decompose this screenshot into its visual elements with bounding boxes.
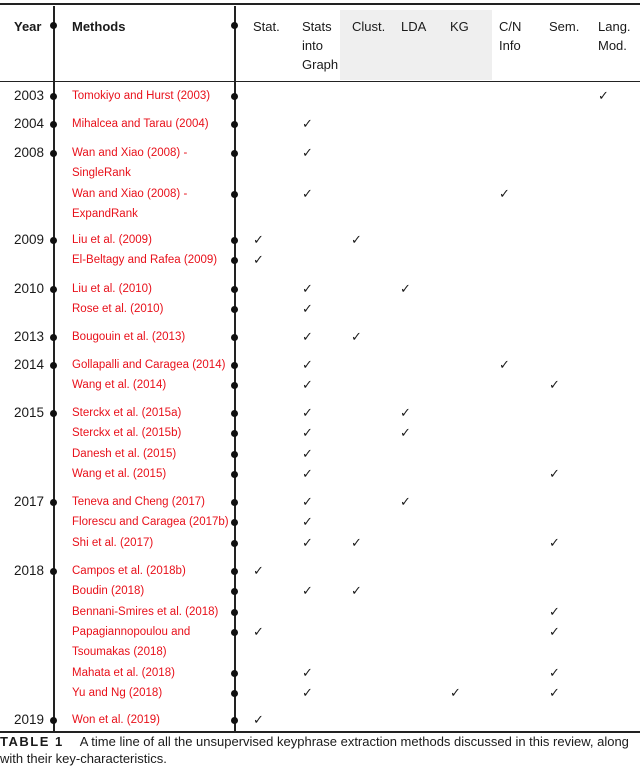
check-mark-icon: ✓: [499, 357, 510, 372]
year-dot: [50, 237, 57, 244]
method-link[interactable]: Boudin (2018): [72, 585, 145, 598]
method-dot: [231, 191, 238, 198]
method-link[interactable]: Mahata et al. (2018): [72, 667, 175, 679]
check-mark-icon: ✓: [351, 232, 362, 247]
year-label: 2019: [14, 712, 45, 727]
method-link[interactable]: El-Beltagy and Rafea (2009): [72, 254, 218, 267]
method-link[interactable]: Campos et al. (2018b): [72, 565, 186, 577]
method-link[interactable]: Rose et al. (2010): [72, 303, 164, 316]
year-label: 2018: [14, 563, 45, 578]
method-dot: [231, 306, 238, 313]
method-link[interactable]: Won et al. (2019): [72, 714, 161, 726]
column-header-c-n-info: C/N Info: [499, 19, 522, 53]
method-dot: [231, 410, 238, 417]
year-dot: [50, 150, 57, 157]
check-mark-icon: ✓: [400, 281, 411, 296]
year-dot: [50, 286, 57, 293]
check-mark-icon: ✓: [302, 685, 313, 701]
method-link[interactable]: Gollapalli and Caragea (2014): [72, 359, 226, 371]
methods-column-header: Methods: [72, 19, 126, 34]
check-mark-icon: ✓: [302, 583, 313, 599]
method-link[interactable]: Liu et al. (2010): [72, 283, 152, 295]
table-caption: [0, 733, 640, 767]
year-label: 2017: [14, 494, 45, 509]
header-year-dot: [50, 22, 57, 29]
year-dot: [50, 717, 57, 724]
method-link[interactable]: Shi et al. (2017): [72, 536, 154, 549]
method-link[interactable]: Bennani-Smires et al. (2018): [72, 605, 219, 618]
check-mark-icon: ✓: [253, 624, 264, 640]
header-method-dot: [231, 22, 238, 29]
method-link[interactable]: Mihalcea and Tarau (2004): [72, 118, 209, 130]
check-mark-icon: ✓: [549, 603, 560, 619]
method-dot: [231, 93, 238, 100]
column-header-clust: Clust.: [352, 19, 386, 34]
method-link[interactable]: Tomokiyo and Hurst (2003): [72, 90, 211, 102]
check-mark-icon: ✓: [598, 88, 609, 103]
method-link[interactable]: Teneva and Cheng (2017): [72, 496, 205, 508]
method-dot: [231, 588, 238, 595]
year-label: 2004: [14, 116, 45, 131]
caption-text: A time line of all the unsupervised keyphrase extraction methods discussed in this review, along with their key-characteristics.: [0, 734, 629, 766]
column-header-kg: KG: [450, 19, 469, 34]
check-mark-icon: ✓: [351, 583, 362, 599]
method-link[interactable]: Florescu and Caragea (2017b): [72, 516, 229, 529]
year-dot: [50, 93, 57, 100]
method-link[interactable]: Bougouin et al. (2013): [72, 331, 186, 343]
check-mark-icon: ✓: [302, 514, 313, 530]
year-dot: [50, 499, 57, 506]
method-dot: [231, 540, 238, 547]
method-dot: [231, 362, 238, 369]
check-mark-icon: ✓: [351, 534, 362, 550]
check-mark-icon: ✓: [302, 329, 313, 344]
check-mark-icon: ✓: [253, 712, 264, 727]
method-link[interactable]: Sterckx et al. (2015a): [72, 407, 182, 419]
caption-label: TABLE 1: [0, 734, 64, 749]
year-label: 2010: [14, 281, 45, 296]
check-mark-icon: ✓: [253, 232, 264, 247]
method-dot: [231, 519, 238, 526]
year-label: 2008: [14, 145, 45, 160]
check-mark-icon: ✓: [253, 563, 264, 578]
check-mark-icon: ✓: [302, 145, 313, 160]
method-dot: [231, 499, 238, 506]
column-header-stat: Stat.: [253, 19, 280, 34]
check-mark-icon: ✓: [549, 466, 560, 482]
header-bottom-rule: [0, 81, 640, 82]
check-mark-icon: ✓: [302, 445, 313, 461]
check-mark-icon: ✓: [400, 425, 411, 441]
year-label: 2009: [14, 232, 45, 247]
method-dot: [231, 121, 238, 128]
check-mark-icon: ✓: [302, 494, 313, 509]
check-mark-icon: ✓: [302, 466, 313, 482]
check-mark-icon: ✓: [302, 357, 313, 372]
check-mark-icon: ✓: [302, 301, 313, 317]
method-link[interactable]: Liu et al. (2009): [72, 234, 152, 246]
check-mark-icon: ✓: [400, 405, 411, 420]
check-mark-icon: ✓: [549, 665, 560, 680]
year-label: 2003: [14, 88, 45, 103]
method-dot: [231, 257, 238, 264]
method-dot: [231, 609, 238, 616]
method-link[interactable]: Sterckx et al. (2015b): [72, 427, 182, 440]
check-mark-icon: ✓: [302, 377, 313, 393]
method-link[interactable]: Wang et al. (2015): [72, 468, 167, 481]
year-column-header: Year: [14, 19, 42, 34]
check-mark-icon: ✓: [253, 252, 264, 268]
method-dot: [231, 430, 238, 437]
method-link[interactable]: Papagiannopoulou and Tsoumakas (2018): [72, 626, 191, 659]
method-link[interactable]: Wan and Xiao (2008) - SingleRank: [72, 147, 188, 179]
method-link[interactable]: Wang et al. (2014): [72, 379, 167, 392]
check-mark-icon: ✓: [549, 685, 560, 701]
year-dot: [50, 121, 57, 128]
check-mark-icon: ✓: [499, 185, 510, 201]
method-dot: [231, 717, 238, 724]
method-dot: [231, 568, 238, 575]
method-link[interactable]: Yu and Ng (2018): [72, 687, 163, 700]
year-dot: [50, 410, 57, 417]
year-label: 2014: [14, 357, 45, 372]
method-dot: [231, 382, 238, 389]
check-mark-icon: ✓: [302, 425, 313, 441]
check-mark-icon: ✓: [450, 685, 461, 701]
year-label: 2013: [14, 329, 45, 344]
method-dot: [231, 451, 238, 458]
method-dot: [231, 629, 238, 636]
table-top-rule: [0, 3, 640, 5]
method-dot: [231, 471, 238, 478]
column-header-lang-mod: Lang. Mod.: [598, 19, 631, 53]
check-mark-icon: ✓: [549, 534, 560, 550]
check-mark-icon: ✓: [549, 377, 560, 393]
method-link[interactable]: Danesh et al. (2015): [72, 447, 177, 460]
column-header-sem: Sem.: [549, 19, 580, 34]
method-dot: [231, 286, 238, 293]
check-mark-icon: ✓: [302, 665, 313, 680]
year-dot: [50, 334, 57, 341]
check-mark-icon: ✓: [400, 494, 411, 509]
check-mark-icon: ✓: [549, 624, 560, 640]
check-mark-icon: ✓: [302, 185, 313, 201]
method-link[interactable]: Wan and Xiao (2008) - ExpandRank: [72, 187, 188, 220]
method-dot: [231, 150, 238, 157]
year-label: 2015: [14, 405, 45, 420]
column-header-stats-into-graph: Stats into Graph: [302, 19, 339, 72]
check-mark-icon: ✓: [351, 329, 362, 344]
check-mark-icon: ✓: [302, 534, 313, 550]
check-mark-icon: ✓: [302, 405, 313, 420]
check-mark-icon: ✓: [302, 281, 313, 296]
method-dot: [231, 334, 238, 341]
method-dot: [231, 670, 238, 677]
check-mark-icon: ✓: [302, 116, 313, 131]
year-dot: [50, 568, 57, 575]
column-header-lda: LDA: [401, 19, 427, 34]
method-dot: [231, 237, 238, 244]
method-dot: [231, 690, 238, 697]
year-dot: [50, 362, 57, 369]
